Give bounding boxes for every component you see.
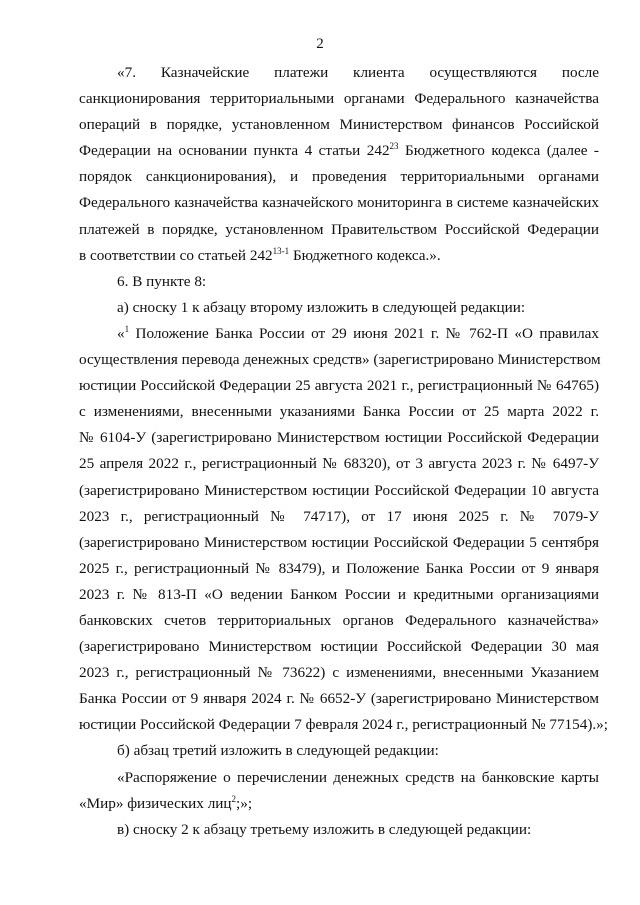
text-fragment: ;»; [236, 794, 253, 812]
text-line: «Распоряжение о перечислении денежных средств на банковские карты [117, 768, 599, 786]
superscript-marker: 23 [389, 141, 399, 152]
text-fragment: Положение Банка России от 29 июня 2021 г. № 762-П «О правилах [129, 324, 599, 342]
text-line: а) сноску 1 к абзацу второму изложить в следующей редакции: [117, 298, 526, 316]
text-line: юстиции Российской Федерации 7 февраля 2024 г., регистрационный № 77154).»; [79, 716, 608, 734]
text-fragment: « [117, 324, 125, 342]
text-line: 6. В пункте 8: [117, 272, 207, 290]
text-line: санкционирования территориальными органами Федерального казначейства [79, 90, 599, 108]
text-line: платежей в порядке, установленном Правительством Российской Федерации [79, 220, 599, 238]
text-line: Федерального казначейства казначейского мониторинга в системе казначейских [79, 194, 599, 212]
footnote-marker: 2 [231, 793, 237, 804]
page-number: 2 [316, 36, 324, 52]
text-line [79, 791, 599, 817]
text-fragment: Бюджетного кодекса (далее - [398, 142, 599, 160]
footnote-marker: 1 [124, 323, 130, 334]
text-line: юстиции Российской Федерации 25 августа 2021 г., регистрационный № 64765) [79, 377, 599, 395]
text-line: 2023 г. № 813-П «О ведении Банком России и кредитными организациями [79, 585, 599, 603]
text-fragment: «Мир» физических лиц [79, 794, 232, 812]
text-line: «7. Казначейские платежи клиента осуществляются после [117, 64, 599, 81]
text-line: порядок санкционирования), и проведения территориальными органами [79, 168, 599, 186]
text-fragment: Федерации на основании пункта 4 статьи 242 [79, 142, 390, 160]
text-line [79, 243, 599, 269]
text-line: б) абзац третий изложить в следующей редакции: [117, 742, 439, 760]
text-line: с изменениями, внесенными указаниями Банка России от 25 марта 2022 г. [79, 403, 599, 421]
text-fragment: Бюджетного кодекса.». [289, 246, 441, 264]
text-line: Банка России от 9 января 2024 г. № 6652-У (зарегистрировано Министерством [79, 690, 599, 708]
text-line: операций в порядке, установленном Министерством финансов Российской [79, 116, 599, 134]
text-line: 25 апреля 2022 г., регистрационный № 68320), от 3 августа 2023 г. № 6497-У [79, 455, 599, 473]
text-line: 2023 г., регистрационный № 74717), от 17 июня 2025 г. № 7079-У [79, 507, 599, 525]
text-line: (зарегистрировано Министерством юстиции Российской Федерации 10 августа [79, 481, 599, 499]
text-line: в) сноску 2 к абзацу третьему изложить в следующей редакции: [117, 820, 532, 838]
text-line: банковских счетов территориальных органов Федерального казначейства» [79, 611, 599, 629]
text-line: 2023 г., регистрационный № 73622) с изменениями, внесенными Указанием [79, 664, 599, 682]
text-line: (зарегистрировано Министерством юстиции Российской Федерации 30 мая [79, 638, 599, 656]
superscript-marker: 13-1 [272, 245, 290, 256]
text-line: осуществления перевода денежных средств» (зарегистрировано Министерством [79, 351, 601, 369]
text-fragment: в соответствии со статьей 242 [79, 246, 273, 264]
text-line [79, 138, 599, 164]
text-line: (зарегистрировано Министерством юстиции Российской Федерации 5 сентября [79, 533, 599, 551]
document-body [79, 60, 608, 843]
text-line [79, 321, 599, 347]
text-line: № 6104-У (зарегистрировано Министерством юстиции Российской Федерации [79, 429, 599, 447]
text-line: 2025 г., регистрационный № 83479), и Положение Банка России от 9 января [79, 559, 599, 577]
